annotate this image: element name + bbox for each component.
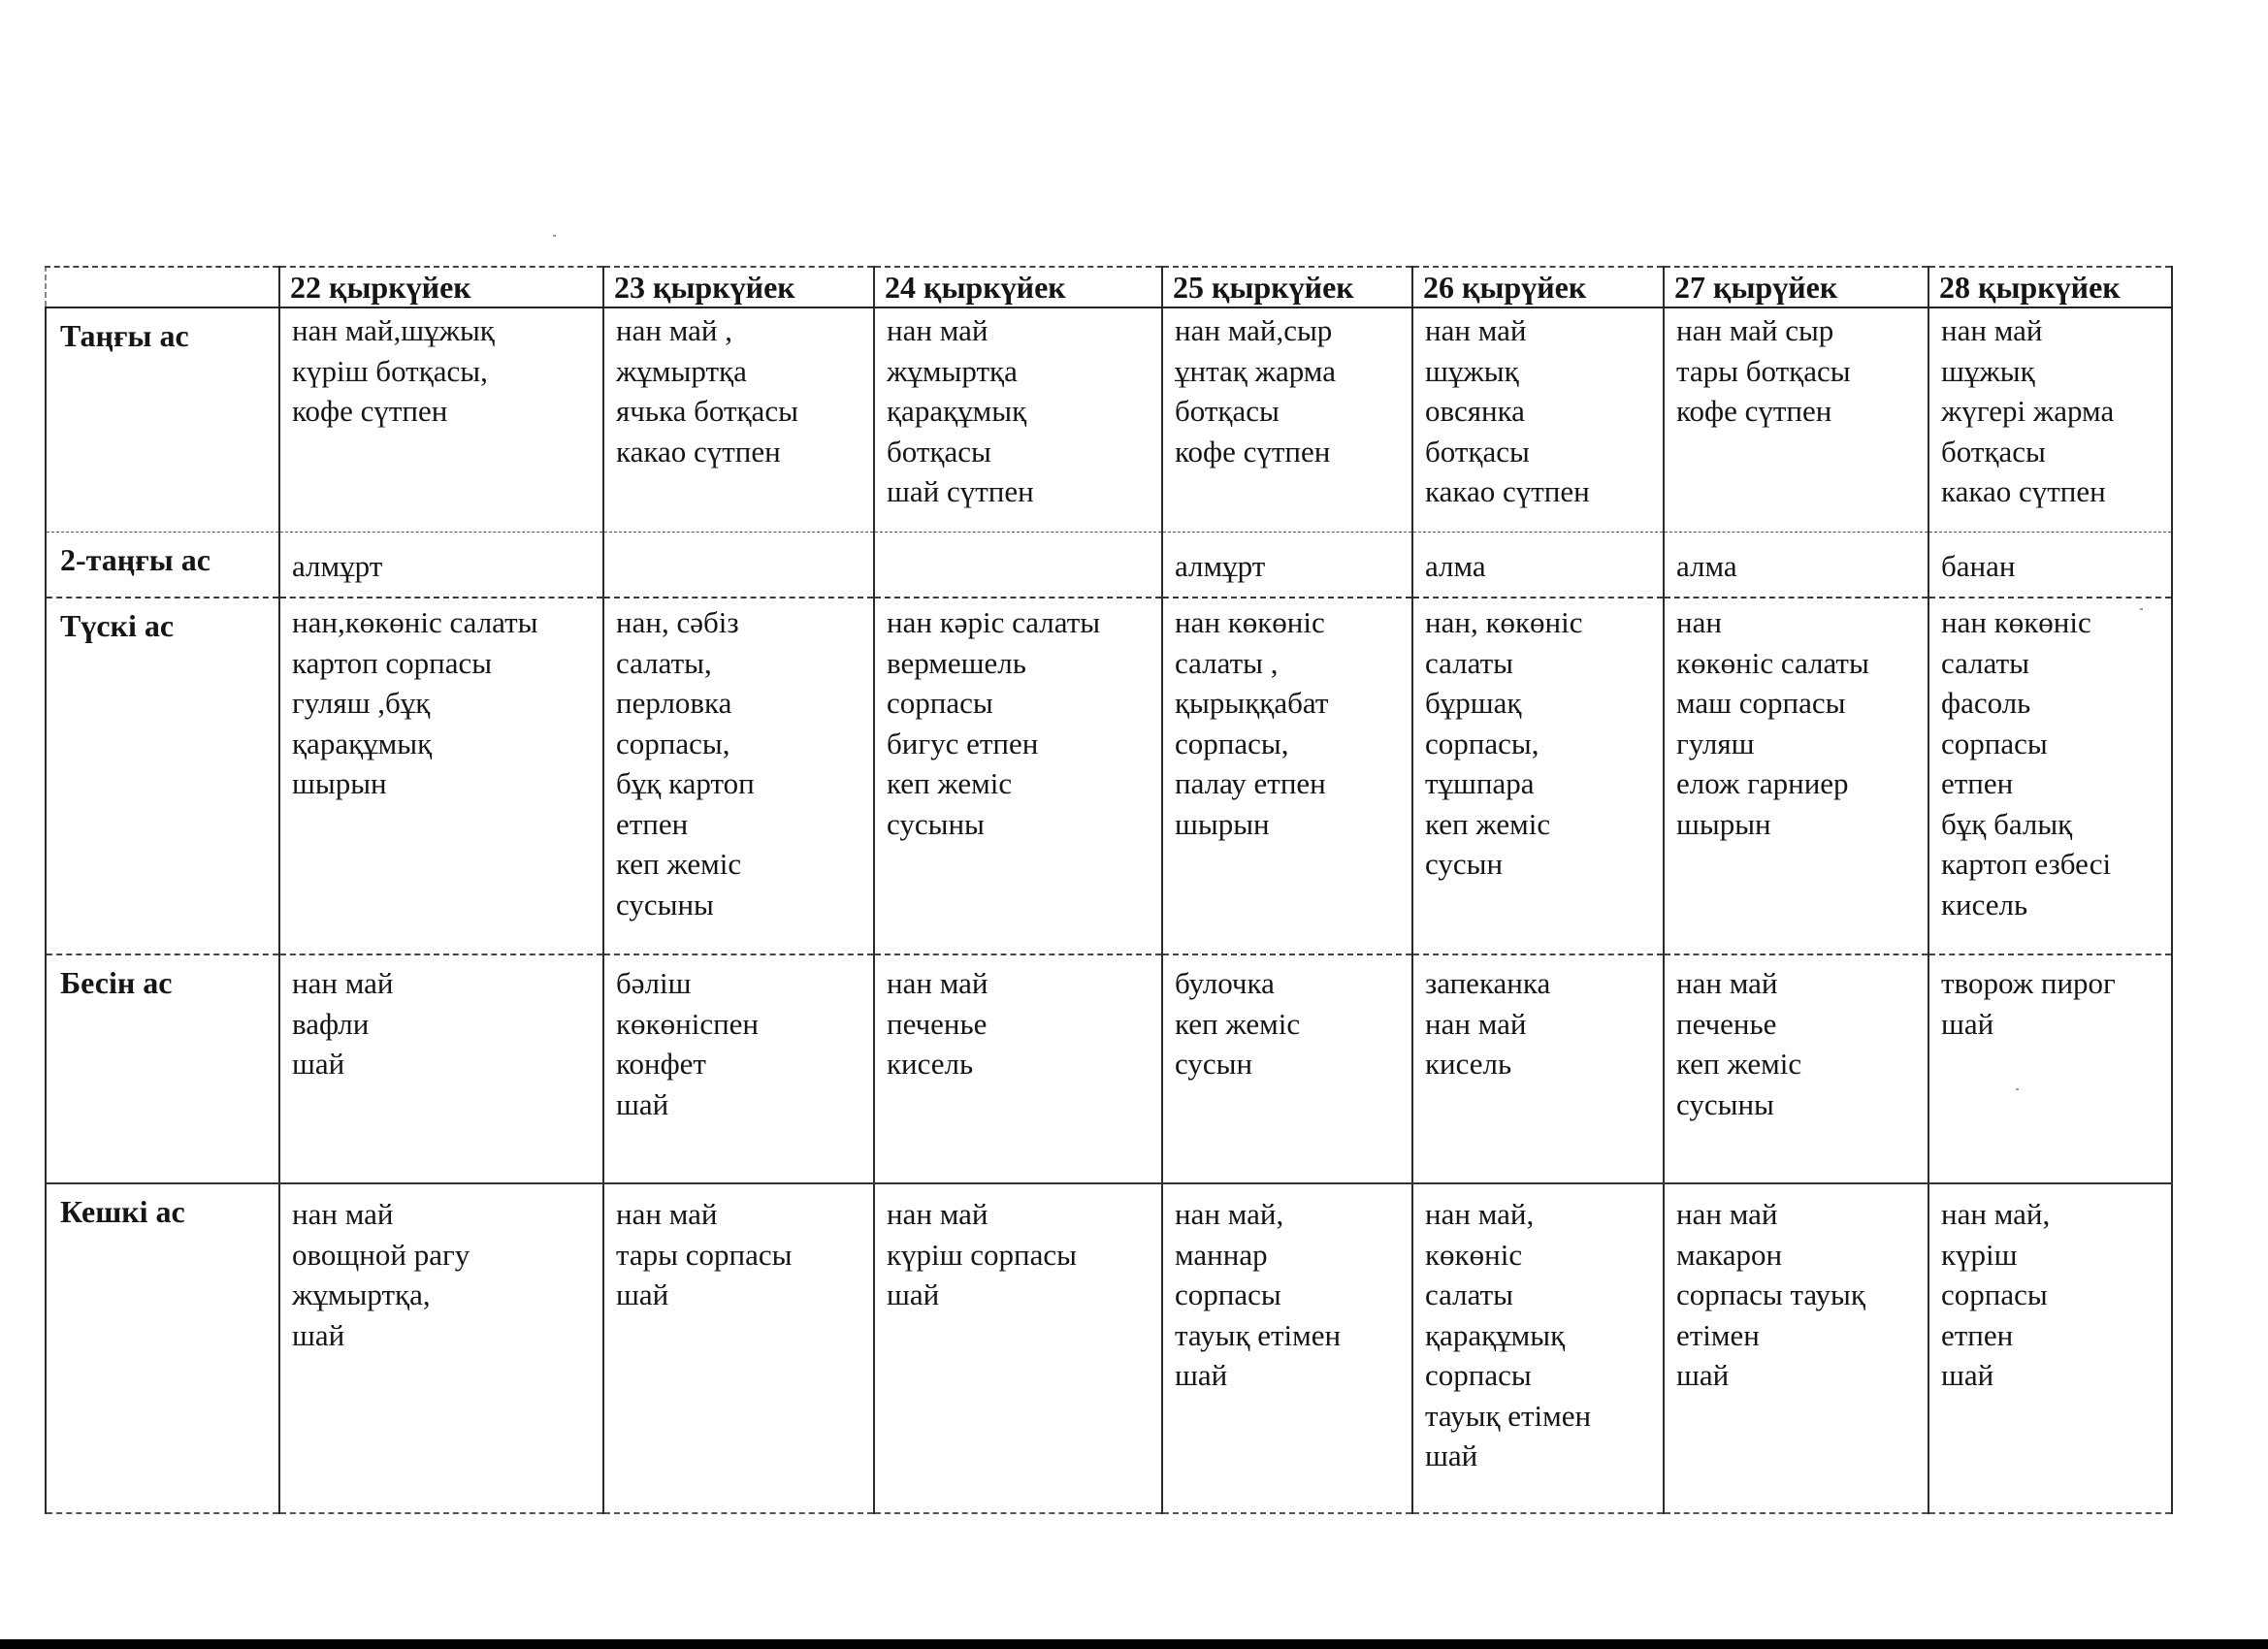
- dish-line: қарақұмық: [1425, 1317, 1566, 1352]
- meal-label: Кешкі ас: [46, 1183, 279, 1513]
- dish-line: қарақұмық: [887, 394, 1027, 428]
- date-header-row: [46, 267, 2172, 307]
- dish-line: ботқасы: [1175, 394, 1280, 428]
- date-header: 27 қырүйек: [1664, 267, 1928, 307]
- dish-line: сорпасы: [1941, 726, 2048, 760]
- dish-line: көкөніс салаты: [1676, 645, 1869, 680]
- dish-line: алмұрт: [1175, 549, 1266, 583]
- dish-line: нан май: [1425, 1006, 1527, 1041]
- dish-line: етпен: [1941, 1317, 2014, 1352]
- dish-line: нан май,шұжық: [292, 313, 495, 347]
- dish-line: шай: [1676, 1358, 1730, 1392]
- dish-line: кеп жеміс: [616, 847, 742, 881]
- menu-cell: [874, 1183, 1162, 1513]
- dish-line: нан,көкөніс салаты: [292, 605, 538, 639]
- dish-line: нан май: [887, 966, 988, 1000]
- menu-cell: [1664, 533, 1928, 598]
- corner-cell: [46, 267, 279, 307]
- menu-cell: [1928, 1183, 2172, 1513]
- menu-cell: [279, 307, 603, 533]
- menu-cell: [1162, 1183, 1412, 1513]
- dish-line: картоп езбесі: [1941, 847, 2112, 881]
- dish-line: күріш: [1941, 1237, 2018, 1272]
- dish-line: нан көкөніс: [1175, 605, 1325, 639]
- menu-cell: [1412, 1183, 1664, 1513]
- dish-line: шай: [292, 1047, 345, 1081]
- dish-line: вермешель: [887, 645, 1026, 680]
- dish-line: палау етпен: [1175, 766, 1326, 800]
- dish-line: бәліш: [616, 966, 692, 1000]
- dish-line: ботқасы: [887, 434, 991, 469]
- dish-line: сусын: [1175, 1047, 1253, 1081]
- dish-line: тауық етімен: [1425, 1398, 1592, 1433]
- dish-line: етпен: [616, 806, 689, 841]
- dish-line: жұмыртқа: [616, 353, 747, 388]
- dish-line: шай: [616, 1086, 669, 1121]
- menu-cell: [874, 307, 1162, 533]
- dish-line: қырыққабат: [1175, 686, 1329, 720]
- dish-line: гуляш ,бұқ: [292, 686, 431, 720]
- dish-line: нан май,: [1175, 1197, 1284, 1231]
- dish-line: нан май: [292, 966, 394, 1000]
- dish-line: банан: [1941, 549, 2016, 583]
- dish-line: нан, сәбіз: [616, 605, 739, 639]
- menu-cell: [1412, 598, 1664, 954]
- dish-line: салаты ,: [1175, 645, 1279, 680]
- meal-label: 2-таңғы ас: [46, 533, 279, 598]
- dish-line: кеп жеміс: [1676, 1047, 1802, 1081]
- dish-line: күріш ботқасы,: [292, 353, 488, 388]
- dish-line: кисель: [1425, 1047, 1512, 1081]
- dish-line: салаты,: [616, 645, 712, 680]
- menu-cell: [1928, 307, 2172, 533]
- dish-line: нан май,сыр: [1175, 313, 1333, 347]
- menu-cell: [1664, 1183, 1928, 1513]
- dish-line: салаты: [1425, 1277, 1513, 1311]
- dish-line: шай: [887, 1277, 940, 1311]
- meal-label: Бесін ас: [46, 954, 279, 1183]
- menu-cell: [603, 1183, 874, 1513]
- dish-line: етпен: [1941, 766, 2014, 800]
- menu-cell: [1928, 533, 2172, 598]
- dish-line: сорпасы: [1425, 1358, 1532, 1392]
- menu-cell: [874, 598, 1162, 954]
- menu-cell: [1412, 307, 1664, 533]
- dish-line: нан май: [292, 1197, 394, 1231]
- dish-line: күріш сорпасы: [887, 1237, 1077, 1272]
- dish-line: ботқасы: [1425, 434, 1530, 469]
- meal-row-breakfast: [46, 307, 2172, 533]
- dish-line: фасоль: [1941, 686, 2031, 720]
- dish-line: шай: [1941, 1006, 1994, 1041]
- dish-line: сусын: [1425, 847, 1504, 881]
- dish-line: сорпасы,: [1425, 726, 1539, 760]
- meal-label: Түскі ас: [46, 598, 279, 954]
- dish-line: көкөніс: [1425, 1237, 1523, 1272]
- dish-line: вафли: [292, 1006, 370, 1041]
- dish-line: нан май: [1676, 966, 1778, 1000]
- dish-line: нан көкөніс: [1941, 605, 2091, 639]
- menu-cell: [603, 307, 874, 533]
- dish-line: шырын: [1676, 806, 1771, 841]
- dish-line: какао сүтпен: [616, 434, 781, 469]
- dish-line: нан: [1676, 605, 1722, 639]
- dish-line: бұқ балық: [1941, 806, 2073, 841]
- dish-line: нан май ,: [616, 313, 732, 347]
- dish-line: кеп жеміс: [887, 766, 1013, 800]
- dish-line: ботқасы: [1941, 434, 2046, 469]
- dish-line: шай: [1425, 1439, 1478, 1472]
- meal-label: Таңғы ас: [46, 307, 279, 533]
- dish-line: шай: [616, 1277, 669, 1311]
- dish-line: овощной рагу: [292, 1237, 470, 1272]
- dish-line: шай: [1175, 1358, 1228, 1392]
- dish-line: конфет: [616, 1047, 706, 1081]
- dish-line: шырын: [1175, 806, 1270, 841]
- dish-line: творож пирог: [1941, 966, 2116, 1000]
- dish-line: сорпасы тауық: [1676, 1277, 1865, 1311]
- menu-cell: [1664, 598, 1928, 954]
- dish-line: маш сорпасы: [1676, 686, 1846, 720]
- dish-line: запеканка: [1425, 966, 1551, 1000]
- dish-line: нан май сыр: [1676, 313, 1834, 347]
- menu-cell: [1928, 598, 2172, 954]
- weekly-menu-table: [45, 266, 2173, 1514]
- dish-line: шай: [1941, 1358, 1994, 1392]
- meal-row-second-breakfast: [46, 533, 2172, 598]
- dish-line: какао сүтпен: [1425, 474, 1590, 508]
- meal-row-afternoon-snack: [46, 954, 2172, 1183]
- menu-cell: [279, 598, 603, 954]
- dish-line: макарон: [1676, 1237, 1783, 1272]
- dish-line: нан кәріс салаты: [887, 605, 1101, 639]
- dish-line: шай: [292, 1317, 345, 1352]
- menu-cell: [1162, 307, 1412, 533]
- dish-line: кисель: [887, 1047, 974, 1081]
- dish-line: ячька ботқасы: [616, 394, 798, 428]
- dish-line: картоп сорпасы: [292, 645, 493, 680]
- date-header: 26 қырүйек: [1412, 267, 1664, 307]
- meal-row-dinner: [46, 1183, 2172, 1513]
- dish-line: перловка: [616, 686, 732, 720]
- date-header: 28 қыркүйек: [1928, 267, 2172, 307]
- dish-line: какао сүтпен: [1941, 474, 2106, 508]
- dish-line: жүгері жарма: [1941, 394, 2115, 428]
- scanner-edge-band: [0, 1639, 2268, 1649]
- dish-line: печенье: [1676, 1006, 1777, 1041]
- dish-line: жұмыртқа: [887, 353, 1018, 388]
- dish-line: нан май: [1941, 313, 2043, 347]
- dish-line: сорпасы: [1175, 1277, 1281, 1311]
- dish-line: ұнтақ жарма: [1175, 353, 1336, 388]
- menu-cell: [279, 533, 603, 598]
- dish-line: печенье: [887, 1006, 988, 1041]
- menu-cell: [603, 533, 874, 598]
- dish-line: кофе сүтпен: [1175, 434, 1331, 469]
- dish-line: тары ботқасы: [1676, 353, 1851, 388]
- menu-cell: [1412, 954, 1664, 1183]
- dish-line: кофе сүтпен: [1676, 394, 1832, 428]
- dish-line: сусыны: [1676, 1086, 1774, 1121]
- dish-line: нан май: [616, 1197, 718, 1231]
- meal-row-lunch: [46, 598, 2172, 954]
- dish-line: кеп жеміс: [1425, 806, 1551, 841]
- menu-cell: [874, 954, 1162, 1183]
- dish-line: овсянка: [1425, 394, 1525, 428]
- dish-line: қарақұмық: [292, 726, 433, 760]
- dish-line: маннар: [1175, 1237, 1268, 1272]
- dish-line: шырын: [292, 766, 387, 800]
- date-header: 25 қыркүйек: [1162, 267, 1412, 307]
- dish-line: тұшпара: [1425, 766, 1535, 800]
- dish-line: сусыны: [887, 806, 985, 841]
- menu-cell: [1664, 307, 1928, 533]
- dish-line: жұмыртқа,: [292, 1277, 431, 1311]
- dish-line: нан май: [1425, 313, 1527, 347]
- menu-cell: [279, 1183, 603, 1513]
- dish-line: көкөніспен: [616, 1006, 760, 1041]
- dish-line: бигус етпен: [887, 726, 1039, 760]
- menu-cell: [1162, 598, 1412, 954]
- dish-line: сорпасы: [1941, 1277, 2048, 1311]
- menu-cell: [1162, 533, 1412, 598]
- dish-line: кофе сүтпен: [292, 394, 448, 428]
- dish-line: елож гарниер: [1676, 766, 1849, 800]
- scan-speck: [553, 235, 556, 237]
- dish-line: сорпасы: [887, 686, 993, 720]
- dish-line: алма: [1676, 549, 1737, 583]
- menu-cell: [874, 533, 1162, 598]
- menu-cell: [603, 954, 874, 1183]
- menu-cell: [603, 598, 874, 954]
- dish-line: сусыны: [616, 887, 714, 922]
- dish-line: булочка: [1175, 966, 1275, 1000]
- dish-line: алма: [1425, 549, 1486, 583]
- menu-cell: [279, 954, 603, 1183]
- menu-cell: [1928, 954, 2172, 1183]
- dish-line: гуляш: [1676, 726, 1755, 760]
- menu-cell: [1412, 533, 1664, 598]
- dish-line: нан, көкөніс: [1425, 605, 1583, 639]
- dish-line: тауық етімен: [1175, 1317, 1342, 1352]
- dish-line: кеп жеміс: [1175, 1006, 1301, 1041]
- dish-line: салаты: [1425, 645, 1513, 680]
- menu-cell: [1664, 954, 1928, 1183]
- dish-line: алмұрт: [292, 549, 383, 583]
- date-header: 24 қыркүйек: [874, 267, 1162, 307]
- dish-line: кисель: [1941, 887, 2028, 922]
- dish-line: сорпасы,: [616, 726, 730, 760]
- dish-line: салаты: [1941, 645, 2029, 680]
- date-header: 22 қыркүйек: [279, 267, 603, 307]
- dish-line: нан май: [887, 313, 988, 347]
- dish-line: шұжық: [1941, 353, 2035, 388]
- dish-line: нан май: [887, 1197, 988, 1231]
- date-header: 23 қыркүйек: [603, 267, 874, 307]
- menu-cell: [1162, 954, 1412, 1183]
- dish-line: нан май,: [1425, 1197, 1535, 1231]
- dish-line: бұқ картоп: [616, 766, 755, 800]
- dish-line: тары сорпасы: [616, 1237, 793, 1272]
- dish-line: бұршақ: [1425, 686, 1522, 720]
- dish-line: нан май: [1676, 1197, 1778, 1231]
- dish-line: сорпасы,: [1175, 726, 1289, 760]
- dish-line: етімен: [1676, 1317, 1760, 1352]
- dish-line: шұжық: [1425, 353, 1519, 388]
- dish-line: нан май,: [1941, 1197, 2051, 1231]
- dish-line: шай сүтпен: [887, 474, 1034, 508]
